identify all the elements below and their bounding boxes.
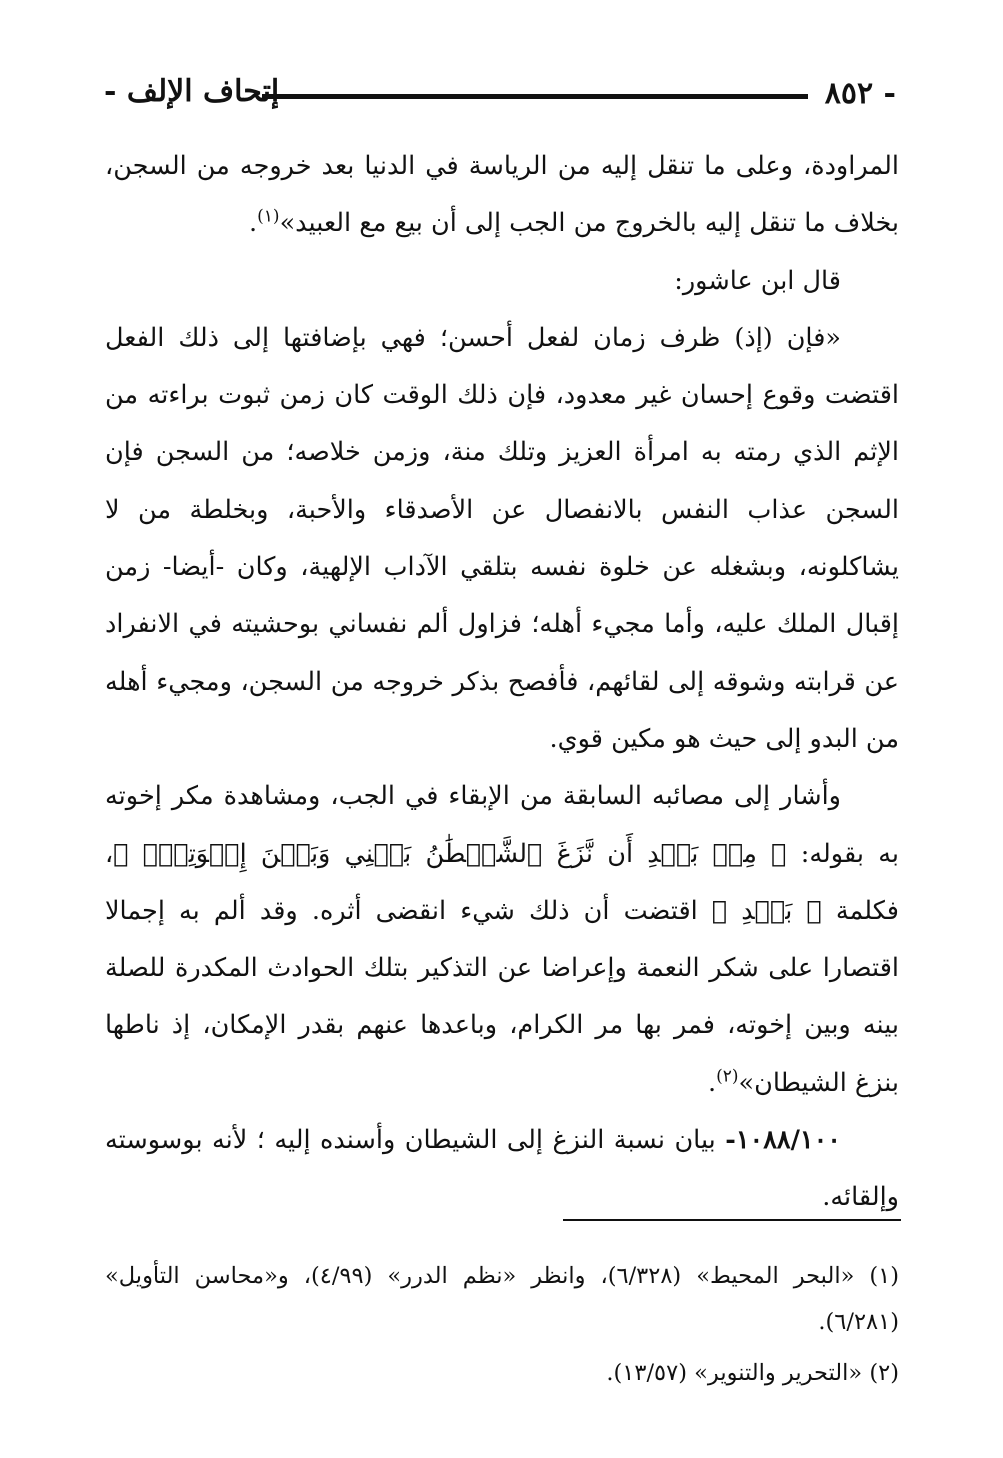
running-title: إتحاف الإلف - (104, 74, 280, 109)
paragraph-2: قال ابن عاشور: (674, 265, 841, 296)
paragraph-3: «فإن (إذ) ظرف زمان لفعل أحسن؛ فهي بإضافتها إلى ذلك الفعل اقتضت وقوع إحسان غير معدود، فإن ذلك الوقت كان زمن ثبوت براءته من الإثم الذي رمته به امرأة العزيز وتلك منة، وزمن خلاصه؛ من السجن فإن السجن عذاب النفس بالانفصال عن الأصدقاء والأحبة، وبخلطة من لا يشاكلونه، وبشغله عن خلوة نفسه بتلقي الآداب الإلهية، وكان -أيضا- زمن إقبال الملك عليه، وأما مجيء أهله؛ فزاول ألم نفساني بوحشيته في الانفراد عن قرابته وشوقه إلى لقائهم، فأفصح بذكر خروجه من السجن، ومجيء أهله من البدو إلى حيث هو مكين قوي. (105, 322, 899, 754)
paragraph-1-text: المراودة، وعلى ما تنقل إليه من الرياسة في الدنيا بعد خروجه من السجن، بخلاف ما تنقل إليه بالخروج من الجب إلى أن بيع مع العبيد» (105, 151, 899, 239)
main-text (105, 138, 899, 1227)
page-header (104, 70, 896, 120)
footnote-ref-1: (١) (257, 206, 280, 227)
page-number: - ٨٥٢ (824, 76, 896, 111)
footnote-separator (563, 1219, 901, 1221)
footnote-1: (١) «البحر المحيط» (٦/٣٢٨)، وانظر «نظم الدرر» (٤/٩٩)، و«محاسن التأويل» (٦/٢٨١). (105, 1263, 899, 1335)
paragraph-4-text: وأشار إلى مصائبه السابقة من الإبقاء في الجب، ومشاهدة مكر إخوته به بقوله: ﴿ مِنۢ بَعۡدِ أَن نَّزَغَ ٱلشَّيۡطَٰنُ بَيۡنِي وَبَيۡنَ إِخۡوَتِيٓۚ ﴾، فكلمة ﴿ بَعۡدِ ﴾ اقتضت أن ذلك شيء انقضى أثره. وقد ألم به إجمالا اقتصارا على شكر النعمة وإعراضا عن التذكير بتلك الحوادث المكدرة للصلة بينه وبين إخوته، فمر بها مر الكرام، وباعدها عنهم بقدر الإمكان، إذ ناطها بنزغ الشيطان» (105, 781, 899, 1098)
paragraph-4: وأشار إلى مصائبه السابقة من الإبقاء في الجب، ومشاهدة مكر إخوته به بقوله: ﴿ مِنۢ بَعۡدِ أَن نَّزَغَ ٱلشَّيۡطَٰنُ بَيۡنِي وَبَيۡنَ إِخۡوَتِيٓۚ ﴾، فكلمة ﴿ بَعۡدِ ﴾ اقتضت أن ذلك شيء انقضى أثره. وقد ألم به إجمالا اقتصارا على شكر النعمة وإعراضا عن التذكير بتلك الحوادث المكدرة للصلة بينه وبين إخوته، فمر بها مر الكرام، وباعدها عنهم بقدر الإمكان، إذ ناطها بنزغ الشيطان»$^{(٢)}$. (105, 781, 899, 1098)
header-rule (262, 94, 808, 99)
item-number: ١٠٨٨/١٠٠- (725, 1125, 841, 1156)
footnote-2: (٢) «التحرير والتنوير» (١٣/٥٧). (606, 1360, 899, 1386)
paragraph-5 (105, 1112, 899, 1227)
footnote-ref-2: (٢) (716, 1066, 739, 1087)
paragraph-5-text: بيان نسبة النزغ إلى الشيطان وأسنده إليه ؛ لأنه بوسوسته وإلقائه. (105, 1125, 899, 1213)
paragraph-1: المراودة، وعلى ما تنقل إليه من الرياسة في الدنيا بعد خروجه من السجن، بخلاف ما تنقل إليه بالخروج من الجب إلى أن بيع مع العبيد»$^{(١)}$. (105, 151, 899, 239)
footnotes (105, 1254, 899, 1403)
